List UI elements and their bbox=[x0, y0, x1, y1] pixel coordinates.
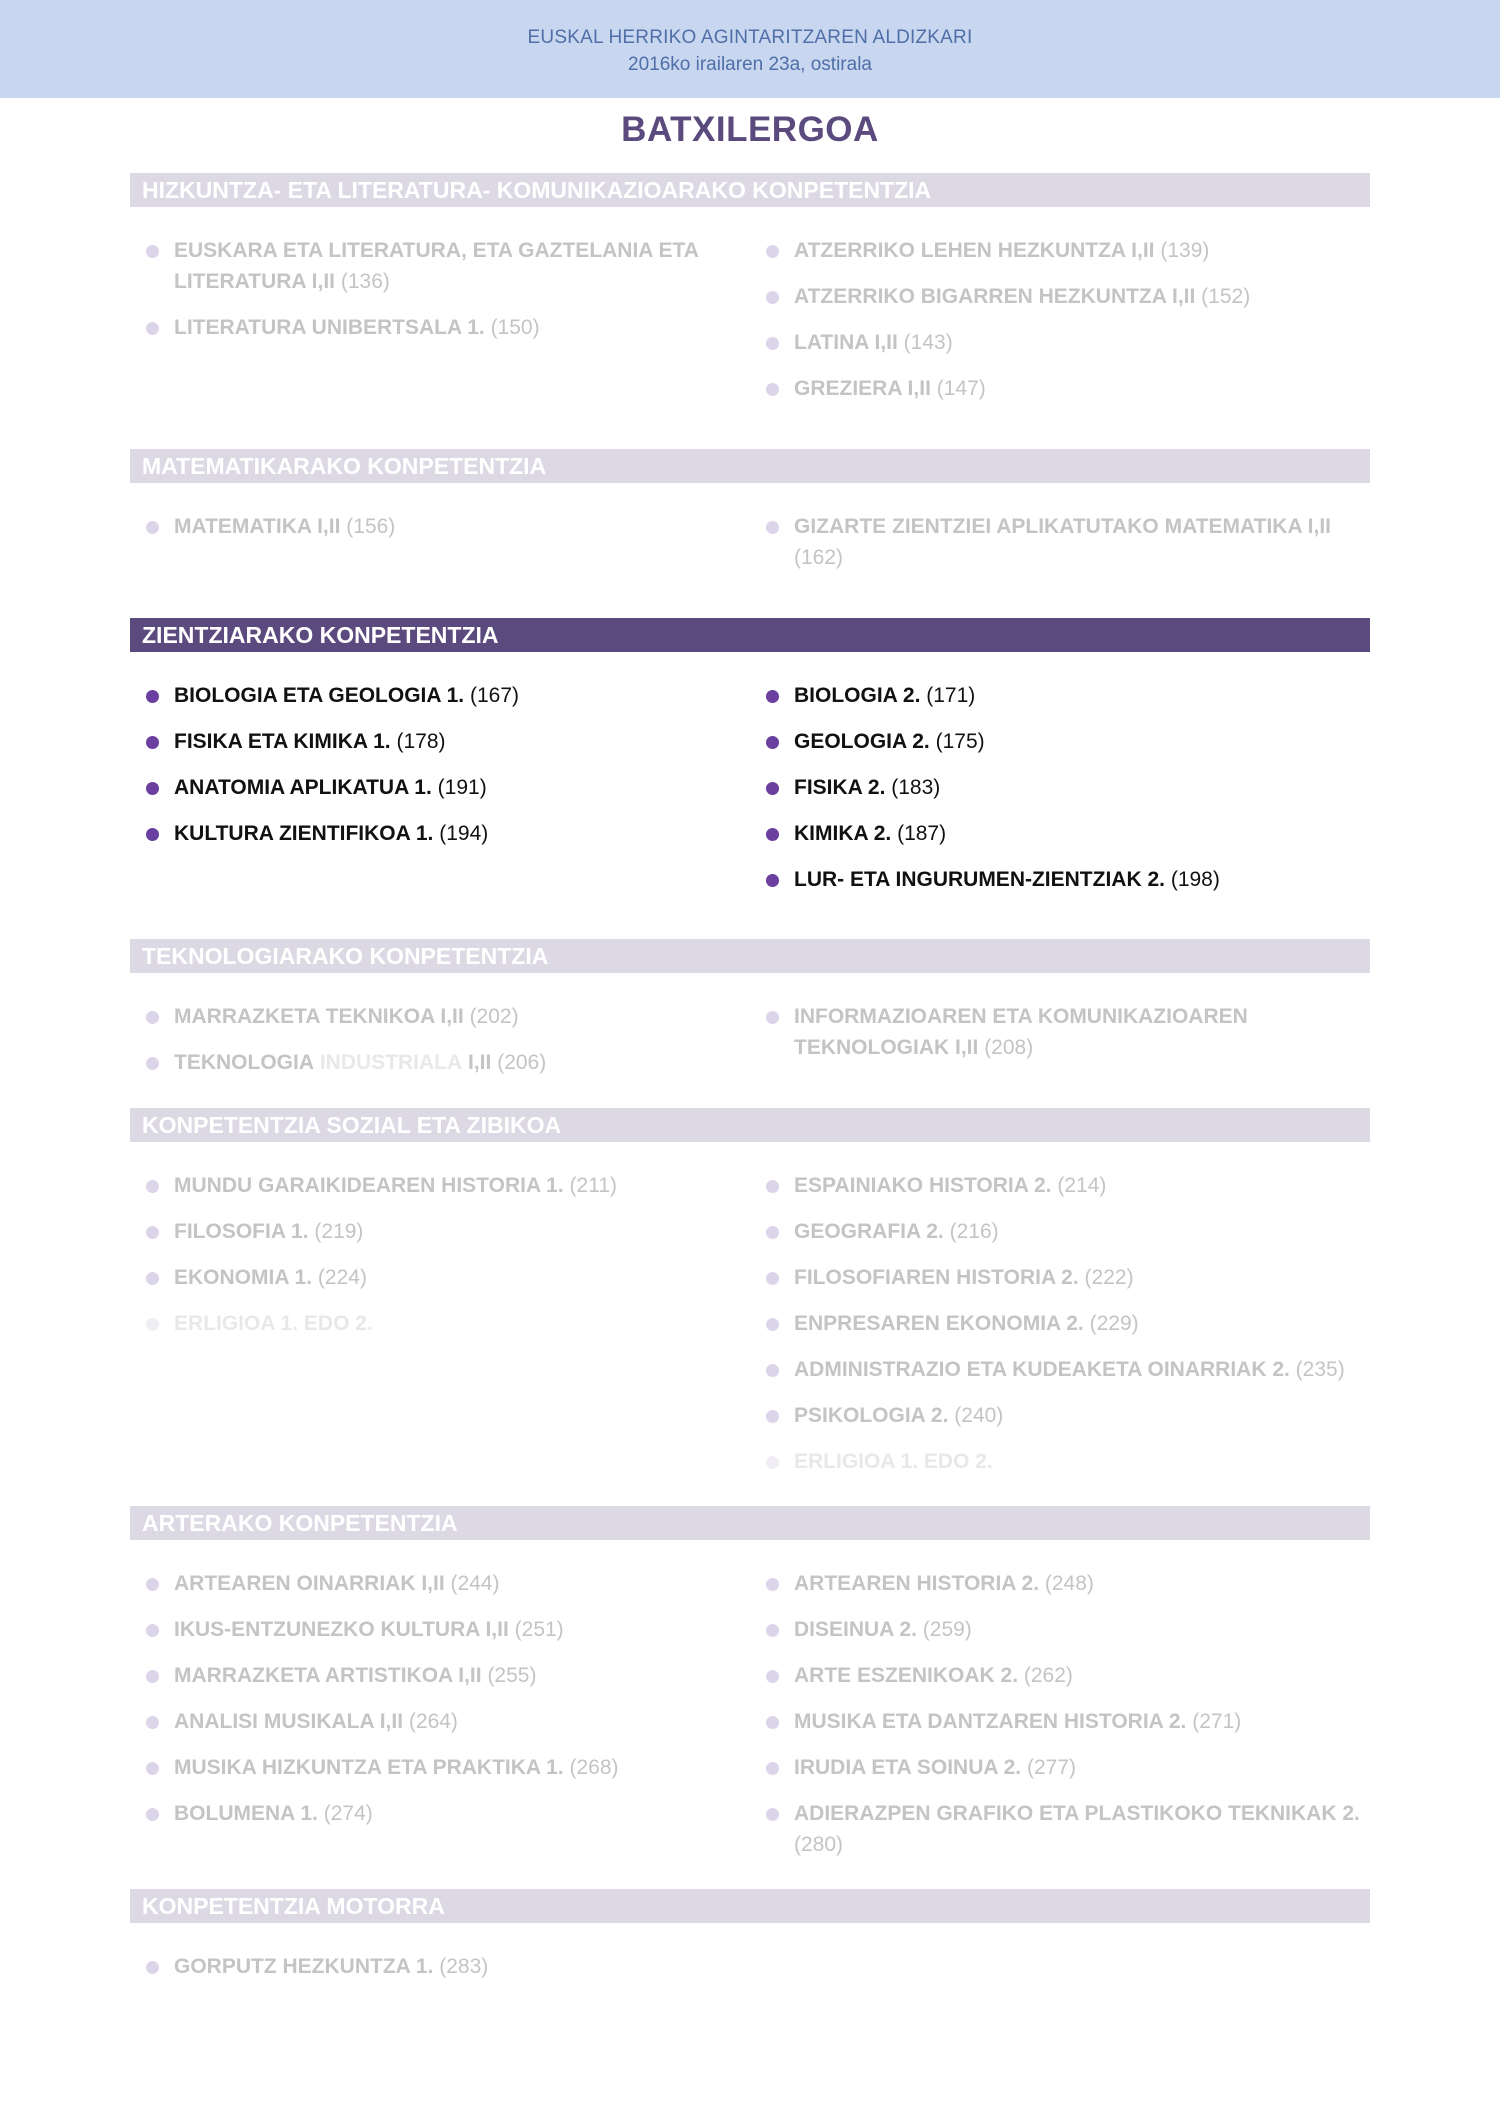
bullet-icon bbox=[146, 1808, 159, 1821]
bullet-icon bbox=[146, 1180, 159, 1193]
section-technology bbox=[130, 939, 1370, 1074]
list-item: KIMIKA 2. (187) bbox=[750, 818, 1370, 849]
list-item: LITERATURA UNIBERTSALA 1. (150) bbox=[130, 312, 730, 343]
bullet-icon bbox=[766, 736, 779, 749]
bullet-icon bbox=[766, 690, 779, 703]
bullet-icon bbox=[766, 291, 779, 304]
bullet-icon bbox=[146, 782, 159, 795]
list-item: MUSIKA HIZKUNTZA ETA PRAKTIKA 1. (268) bbox=[130, 1752, 730, 1783]
list-item: LATINA I,II (143) bbox=[750, 327, 1370, 358]
list-item: ARTEAREN HISTORIA 2. (248) bbox=[750, 1568, 1370, 1599]
list-item: EUSKARA ETA LITERATURA, ETA GAZTELANIA ETA LITERATURA I,II (136) bbox=[130, 235, 730, 297]
bullet-icon bbox=[766, 828, 779, 841]
bullet-icon bbox=[766, 782, 779, 795]
list-item: GEOGRAFIA 2. (216) bbox=[750, 1216, 1370, 1247]
list-item: INFORMAZIOAREN ETA KOMUNIKAZIOAREN TEKNOLOGIAK I,II (208) bbox=[750, 1001, 1370, 1063]
bullet-icon bbox=[766, 1670, 779, 1683]
bullet-icon bbox=[766, 245, 779, 258]
bullet-icon bbox=[766, 383, 779, 396]
list-item: IKUS-ENTZUNEZKO KULTURA I,II (251) bbox=[130, 1614, 730, 1645]
list-item: GEOLOGIA 2. (175) bbox=[750, 726, 1370, 757]
list-item: FISIKA ETA KIMIKA 1. (178) bbox=[130, 726, 730, 757]
bullet-icon bbox=[766, 1624, 779, 1637]
right-column bbox=[750, 511, 1370, 588]
section-title: MATEMATIKARAKO KONPETENTZIA bbox=[130, 449, 1370, 483]
list-item: MARRAZKETA ARTISTIKOA I,II (255) bbox=[130, 1660, 730, 1691]
bullet-icon bbox=[146, 1578, 159, 1591]
list-item: ANATOMIA APLIKATUA 1. (191) bbox=[130, 772, 730, 803]
list-item: FISIKA 2. (183) bbox=[750, 772, 1370, 803]
bullet-icon bbox=[766, 1456, 779, 1469]
bullet-icon bbox=[146, 1624, 159, 1637]
bullet-icon bbox=[146, 1272, 159, 1285]
list-item: BIOLOGIA 2. (171) bbox=[750, 680, 1370, 711]
left-column bbox=[130, 1951, 730, 1997]
section-language bbox=[130, 173, 1370, 400]
section-math bbox=[130, 449, 1370, 569]
list-item: EKONOMIA 1. (224) bbox=[130, 1262, 730, 1293]
left-column bbox=[130, 235, 730, 358]
list-item: ENPRESAREN EKONOMIA 2. (229) bbox=[750, 1308, 1370, 1339]
list-item: ATZERRIKO LEHEN HEZKUNTZA I,II (139) bbox=[750, 235, 1370, 266]
bullet-icon bbox=[146, 245, 159, 258]
list-item: BIOLOGIA ETA GEOLOGIA 1. (167) bbox=[130, 680, 730, 711]
bullet-icon bbox=[766, 1762, 779, 1775]
bullet-icon bbox=[766, 1180, 779, 1193]
left-column bbox=[130, 1568, 730, 1844]
left-column bbox=[130, 1170, 730, 1354]
bullet-icon bbox=[766, 874, 779, 887]
bullet-icon bbox=[146, 1762, 159, 1775]
list-item: BOLUMENA 1. (274) bbox=[130, 1798, 730, 1829]
bullet-icon bbox=[766, 1011, 779, 1024]
list-item: GORPUTZ HEZKUNTZA 1. (283) bbox=[130, 1951, 730, 1982]
list-item: FILOSOFIAREN HISTORIA 2. (222) bbox=[750, 1262, 1370, 1293]
list-item: MATEMATIKA I,II (156) bbox=[130, 511, 730, 542]
bullet-icon bbox=[146, 828, 159, 841]
list-item: GIZARTE ZIENTZIEI APLIKATUTAKO MATEMATIKA I,II (162) bbox=[750, 511, 1370, 573]
bullet-icon bbox=[146, 1670, 159, 1683]
list-item: FILOSOFIA 1. (219) bbox=[130, 1216, 730, 1247]
publication-name: EUSKAL HERRIKO AGINTARITZAREN ALDIZKARI bbox=[527, 27, 973, 48]
list-item: TEKNOLOGIA INDUSTRIALA I,II (206) bbox=[130, 1047, 730, 1078]
page-title: BATXILERGOA bbox=[621, 110, 879, 149]
list-item: ERLIGIOA 1. EDO 2. bbox=[130, 1308, 730, 1339]
bullet-icon bbox=[766, 1272, 779, 1285]
right-column bbox=[750, 235, 1370, 419]
bullet-icon bbox=[766, 337, 779, 350]
list-item: ADMINISTRAZIO ETA KUDEAKETA OINARRIAK 2. (235) bbox=[750, 1354, 1370, 1385]
document-header bbox=[0, 0, 1500, 98]
bullet-icon bbox=[146, 1318, 159, 1331]
list-item: MUSIKA ETA DANTZAREN HISTORIA 2. (271) bbox=[750, 1706, 1370, 1737]
bullet-icon bbox=[766, 1226, 779, 1239]
bullet-icon bbox=[146, 1961, 159, 1974]
bullet-icon bbox=[146, 1011, 159, 1024]
bullet-icon bbox=[766, 1716, 779, 1729]
bullet-icon bbox=[766, 1318, 779, 1331]
left-column bbox=[130, 511, 730, 557]
section-title: KONPETENTZIA MOTORRA bbox=[130, 1889, 1370, 1923]
list-item: ERLIGIOA 1. EDO 2. bbox=[750, 1446, 1370, 1477]
bullet-icon bbox=[766, 521, 779, 534]
bullet-icon bbox=[146, 322, 159, 335]
list-item: KULTURA ZIENTIFIKOA 1. (194) bbox=[130, 818, 730, 849]
list-item: ARTE ESZENIKOAK 2. (262) bbox=[750, 1660, 1370, 1691]
list-item: ARTEAREN OINARRIAK I,II (244) bbox=[130, 1568, 730, 1599]
list-item: ADIERAZPEN GRAFIKO ETA PLASTIKOKO TEKNIKAK 2. (280) bbox=[750, 1798, 1370, 1860]
list-item: MARRAZKETA TEKNIKOA I,II (202) bbox=[130, 1001, 730, 1032]
bullet-icon bbox=[146, 690, 159, 703]
section-title: HIZKUNTZA- ETA LITERATURA- KOMUNIKAZIOARAKO KONPETENTZIA bbox=[130, 173, 1370, 207]
list-item: DISEINUA 2. (259) bbox=[750, 1614, 1370, 1645]
section-title: ZIENTZIARAKO KONPETENTZIA bbox=[130, 618, 1370, 652]
bullet-icon bbox=[146, 736, 159, 749]
bullet-icon bbox=[146, 1716, 159, 1729]
bullet-icon bbox=[766, 1578, 779, 1591]
bullet-icon bbox=[146, 521, 159, 534]
right-column bbox=[750, 1568, 1370, 1875]
publication-date: 2016ko irailaren 23a, ostirala bbox=[628, 54, 872, 75]
right-column bbox=[750, 1001, 1370, 1078]
bullet-icon bbox=[146, 1226, 159, 1239]
section-social bbox=[130, 1108, 1370, 1473]
section-science bbox=[130, 618, 1370, 891]
bullet-icon bbox=[146, 1057, 159, 1070]
section-title: ARTERAKO KONPETENTZIA bbox=[130, 1506, 1370, 1540]
section-title: TEKNOLOGIARAKO KONPETENTZIA bbox=[130, 939, 1370, 973]
right-column bbox=[750, 1170, 1370, 1492]
list-item: GREZIERA I,II (147) bbox=[750, 373, 1370, 404]
bullet-icon bbox=[766, 1410, 779, 1423]
section-motor bbox=[130, 1889, 1370, 1978]
list-item: ESPAINIAKO HISTORIA 2. (214) bbox=[750, 1170, 1370, 1201]
bullet-icon bbox=[766, 1364, 779, 1377]
section-title: KONPETENTZIA SOZIAL ETA ZIBIKOA bbox=[130, 1108, 1370, 1142]
list-item: LUR- ETA INGURUMEN-ZIENTZIAK 2. (198) bbox=[750, 864, 1370, 895]
section-art bbox=[130, 1506, 1370, 1856]
list-item: PSIKOLOGIA 2. (240) bbox=[750, 1400, 1370, 1431]
list-item: IRUDIA ETA SOINUA 2. (277) bbox=[750, 1752, 1370, 1783]
list-item: ATZERRIKO BIGARREN HEZKUNTZA I,II (152) bbox=[750, 281, 1370, 312]
list-item: ANALISI MUSIKALA I,II (264) bbox=[130, 1706, 730, 1737]
left-column bbox=[130, 680, 730, 864]
bullet-icon bbox=[766, 1808, 779, 1821]
right-column bbox=[750, 680, 1370, 910]
list-item: MUNDU GARAIKIDEAREN HISTORIA 1. (211) bbox=[130, 1170, 730, 1201]
left-column bbox=[130, 1001, 730, 1093]
